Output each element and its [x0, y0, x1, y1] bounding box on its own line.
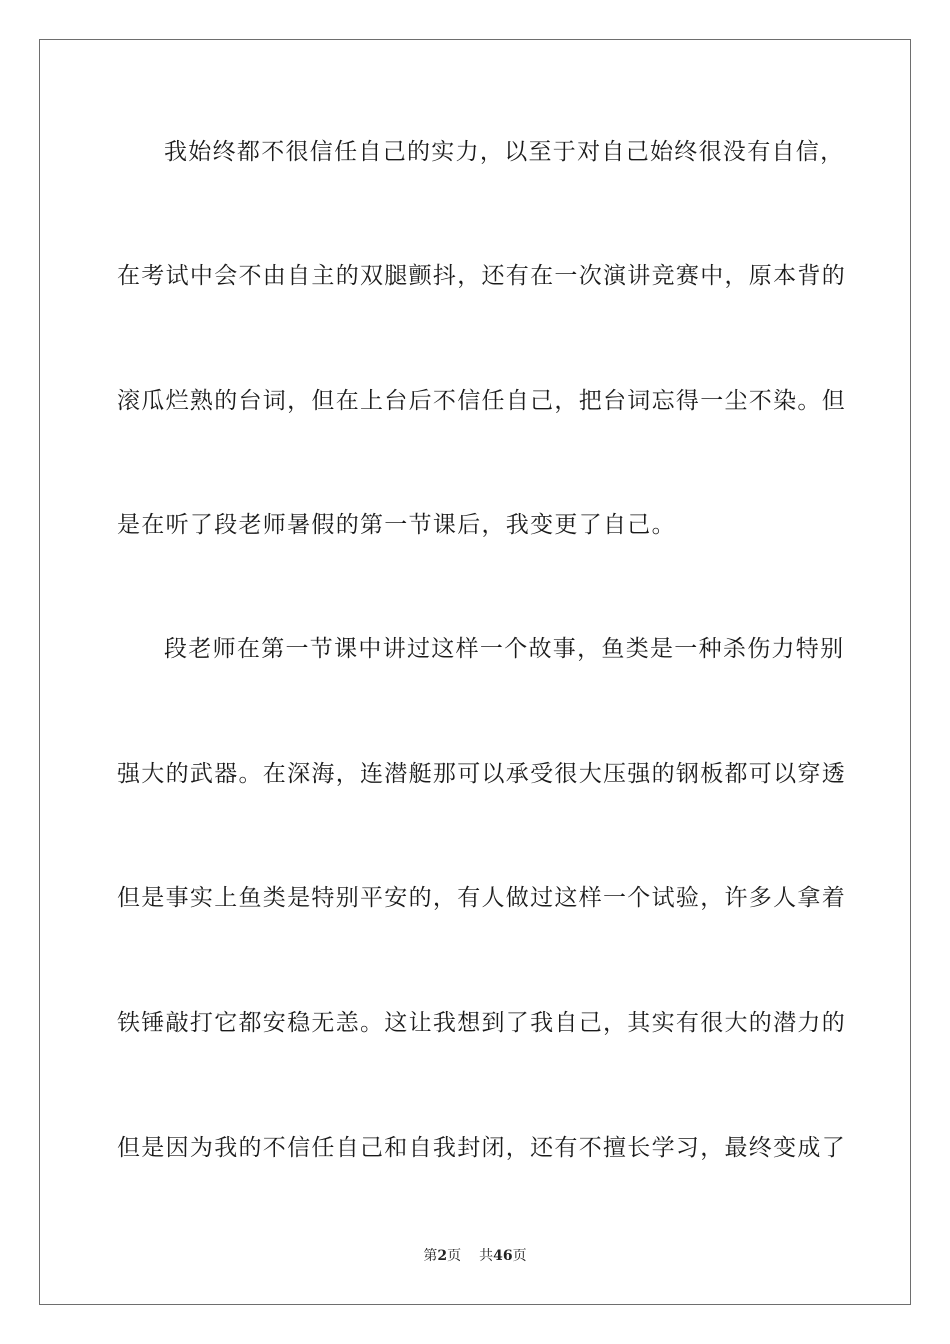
paragraph-line: 强大的武器。在深海，连潜艇那可以承受很大压强的钢板都可以穿透: [117, 761, 846, 787]
paragraph-line: 在考试中会不由自主的双腿颤抖，还有在一次演讲竞赛中，原本背的: [117, 263, 846, 289]
page-footer: [0, 1247, 950, 1265]
paragraph-line: 但是因为我的不信任自己和自我封闭，还有不擅长学习，最终变成了: [117, 1135, 846, 1161]
paragraph-line: 段老师在第一节课中讲过这样一个故事，鱼类是一种杀伤力特别: [164, 636, 845, 662]
paragraph-line: 滚瓜烂熟的台词，但在上台后不信任自己，把台词忘得一尘不染。但: [117, 388, 846, 414]
page-number: [423, 1248, 461, 1264]
page-border: [39, 39, 911, 1305]
paragraph-line: 我始终都不很信任自己的实力，以至于对自己始终很没有自信，: [164, 139, 845, 165]
page-suffix: 页: [447, 1248, 462, 1264]
current-page-number: 2: [437, 1248, 448, 1264]
paragraph-line: 是在听了段老师暑假的第一节课后，我变更了自己。: [117, 512, 676, 538]
paragraph-line: 但是事实上鱼类是特别平安的，有人做过这样一个试验，许多人拿着: [117, 885, 846, 911]
page-prefix: 第: [423, 1248, 438, 1264]
paragraph-line: 铁锤敲打它都安稳无恙。这让我想到了我自己，其实有很大的潜力的: [117, 1010, 846, 1036]
page-total: [479, 1248, 526, 1264]
total-prefix: 共: [479, 1248, 494, 1264]
total-page-number: 46: [493, 1248, 513, 1264]
total-suffix: 页: [512, 1248, 527, 1264]
